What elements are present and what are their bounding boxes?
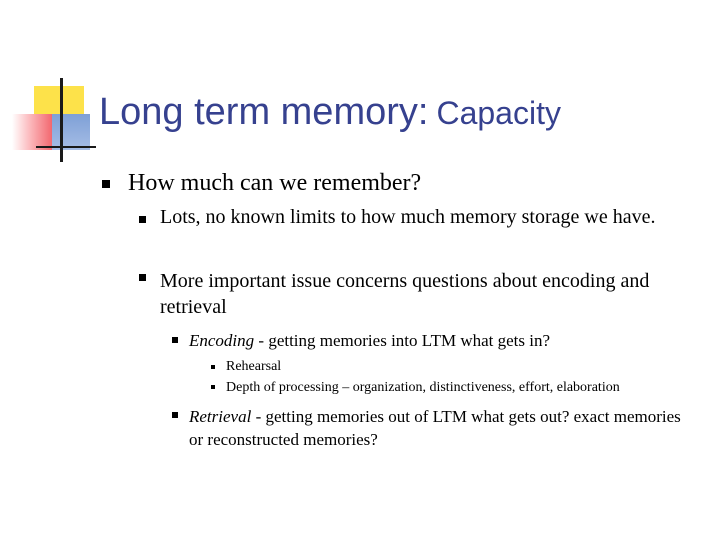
bullet-rehearsal-text: Rehearsal — [226, 359, 282, 374]
slide-title-main: Long term memory: — [99, 91, 429, 133]
bullet-square-icon — [102, 180, 110, 188]
bullet-square-icon — [139, 274, 146, 281]
bullet-square-icon — [139, 216, 146, 223]
slide-title — [99, 90, 561, 135]
slide-title-sub: Capacity — [436, 95, 561, 131]
bullet-level1-text: How much can we remember? — [128, 170, 422, 196]
bullet-no-limits-text: Lots, no known limits to how much memory storage we have. — [160, 206, 656, 228]
retrieval-text: - getting memories out of LTM what gets out? exact memories or reconstructed memories? — [189, 407, 681, 449]
bullet-encoding-retrieval-text: More important issue concerns questions about encoding and retrieval — [160, 270, 650, 318]
bullet-depth-processing-text: Depth of processing – organization, distinctiveness, effort, elaboration — [226, 380, 620, 395]
bullet-square-icon — [172, 337, 178, 343]
bullet-encoding — [189, 330, 550, 352]
bullet-square-icon — [172, 412, 178, 418]
bullet-square-icon — [211, 365, 215, 369]
retrieval-term: Retrieval — [189, 407, 252, 426]
bullet-square-icon — [211, 385, 215, 389]
encoding-term: Encoding — [189, 331, 255, 350]
title-logo-icon — [8, 74, 88, 164]
bullet-retrieval — [189, 405, 699, 451]
logo-horizontal-line — [36, 146, 96, 148]
logo-blue-square — [52, 114, 90, 150]
encoding-text: - getting memories into LTM what gets in? — [254, 331, 551, 350]
logo-vertical-line — [60, 78, 63, 162]
